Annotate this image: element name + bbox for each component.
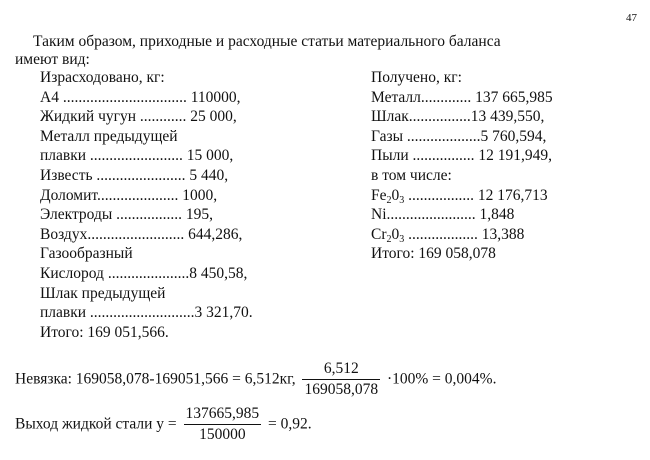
yield-formula <box>15 405 312 444</box>
obtained-item: в том числе: <box>371 166 452 184</box>
discrepancy-suffix: ·100% = 0,004%. <box>386 370 497 388</box>
consumed-item: А4 ................................ 110000, <box>40 88 241 106</box>
obtained-header: Получено, кг: <box>371 69 462 86</box>
consumed-item: Кислород .....................8 450,58, <box>40 264 248 282</box>
consumed-column <box>40 68 253 342</box>
discrepancy-formula <box>15 360 496 399</box>
consumed-item: Металл предыдущей <box>40 127 178 145</box>
consumed-header: Израсходовано, кг: <box>40 69 165 86</box>
compound-cr2o3: $Cr_20_3$ .................. 13,388 <box>371 225 525 245</box>
consumed-item: Доломит..................... 1000, <box>40 186 218 204</box>
consumed-item: Известь ....................... 5 440, <box>40 166 229 184</box>
yield-numerator: 137665,985 <box>184 405 262 425</box>
obtained-column <box>371 68 553 264</box>
discrepancy-denominator: 169058,078 <box>304 381 379 398</box>
consumed-item: Воздух......................... 644,286, <box>40 225 243 243</box>
compound-ni: Ni....................... 1,848 <box>371 206 515 224</box>
consumed-item: Шлак предыдущей <box>40 284 166 302</box>
obtained-item: Металл............. 137 665,985 <box>371 88 553 106</box>
obtained-item: Шлак................13 439,550, <box>371 108 545 126</box>
obtained-item: Пыли ................ 12 191,949, <box>371 147 553 165</box>
obtained-item: Газы ...................5 760,594, <box>371 127 547 145</box>
page-number: 47 <box>626 12 637 24</box>
consumed-item: Жидкий чугун ............ 25 000, <box>40 108 237 126</box>
obtained-total: Итого: 169 058,078 <box>371 245 496 263</box>
discrepancy-numerator: 6,512 <box>302 360 380 380</box>
consumed-total: Итого: 169 051,566. <box>40 323 169 341</box>
yield-fraction <box>184 405 262 444</box>
consumed-item: Электроды ................. 195, <box>40 206 214 224</box>
intro-line-1: Таким образом, приходные и расходные статьи материального баланса <box>33 33 501 50</box>
compound-fe2o3: $Fe_20_3$ ................. 12 176,713 <box>371 186 548 206</box>
yield-prefix: Выход жидкой стали y = <box>15 415 177 433</box>
consumed-item: плавки ........................ 15 000, <box>40 147 234 165</box>
discrepancy-fraction <box>302 360 380 399</box>
consumed-item: Газообразный <box>40 245 133 263</box>
discrepancy-prefix: Невязка: 169058,078-169051,566 = 6,512кг, <box>15 370 296 388</box>
consumed-item: плавки ...........................3 321,70. <box>40 304 253 322</box>
intro-line-2: имеют вид: <box>15 51 90 68</box>
yield-denominator: 150000 <box>199 426 246 443</box>
yield-suffix: = 0,92. <box>268 415 312 433</box>
